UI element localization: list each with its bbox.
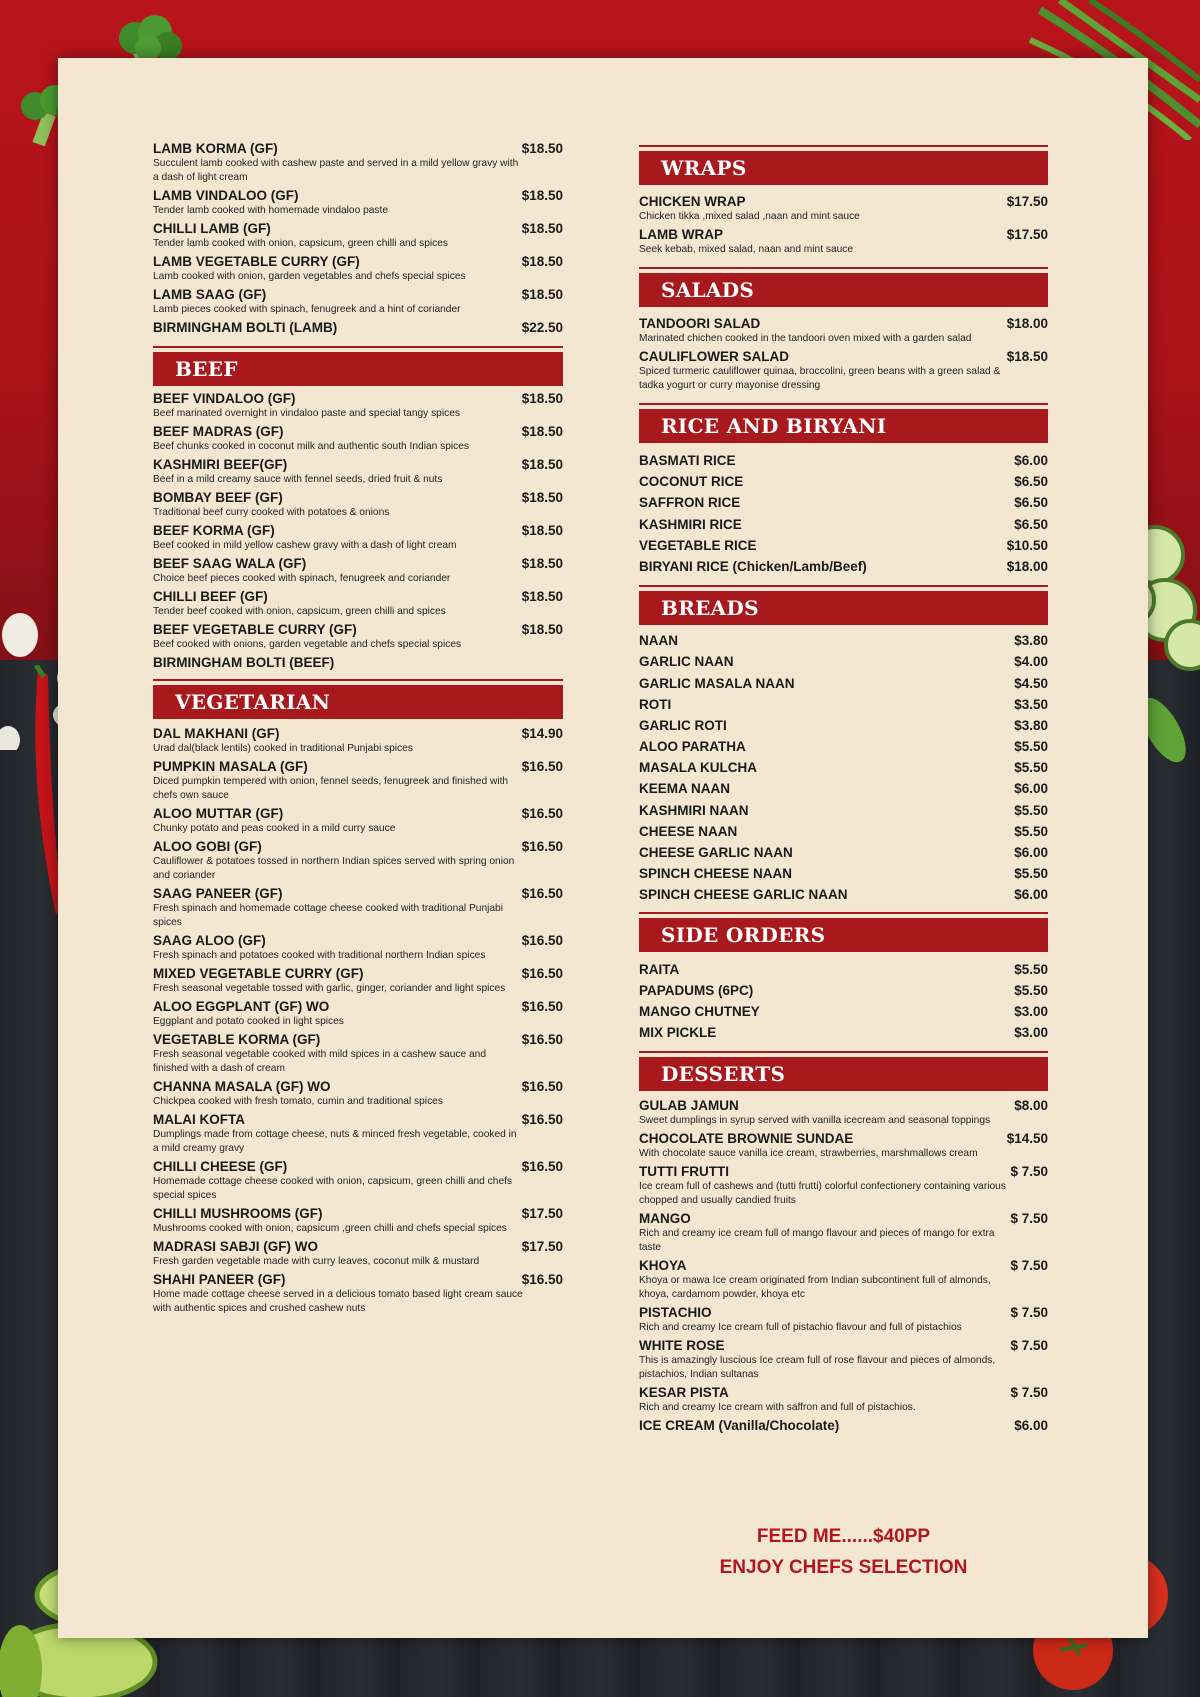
item-description: Tender lamb cooked with homemade vindaloo paste [153,205,389,216]
section-vegetarian [153,679,563,719]
menu-item [153,140,563,185]
item-price: $18.50 [521,254,563,269]
menu-item [639,696,1048,717]
menu-item [153,758,563,803]
menu-item [639,675,1048,696]
item-name: MALAI KOFTA [153,1112,245,1127]
item-description: Lamb pieces cooked with spinach, fenugreek and a hint of coriander [153,304,461,315]
item-name: GARLIC ROTI [639,717,727,733]
section-title: SIDE ORDERS [639,918,1048,952]
item-name: BIRMINGHAM BOLTI (BEEF) [153,655,335,670]
item-price: $3.00 [1014,1003,1048,1019]
item-description: Tender beef cooked with onion, capsicum, green chilli and spices [153,606,446,617]
item-description: Eggplant and potato cooked in light spices [153,1016,344,1027]
menu-item [639,193,1048,224]
item-price: $10.50 [1006,537,1048,553]
menu-item [639,653,1048,674]
item-description: Beef chunks cooked in coconut milk and authentic south Indian spices [153,441,470,452]
item-name: CHANNA MASALA (GF) WO [153,1079,331,1094]
item-name: MANGO [639,1211,691,1227]
item-price: $5.50 [1014,823,1048,839]
item-price: $6.00 [1014,887,1048,903]
item-name: DAL MAKHANI (GF) [153,726,280,741]
item-name: ALOO PARATHA [639,739,746,755]
item-price: $3.80 [1014,633,1048,649]
item-description: This is amazingly luscious Ice cream full of rose flavour and pieces of almonds, pistachios, Indian sultanas [639,1355,996,1381]
section-rice [639,403,1048,443]
menu-item [153,998,563,1029]
vegetarian-list [153,725,563,1316]
item-price: $5.50 [1014,982,1048,998]
menu-item [639,348,1048,393]
item-name: CHILLI LAMB (GF) [153,221,271,236]
item-price: $16.50 [521,1079,563,1094]
beef-list [153,390,563,671]
item-price: $18.50 [1006,349,1048,364]
menu-item [153,725,563,756]
item-name: LAMB SAAG (GF) [153,287,267,302]
divider [639,403,1048,405]
section-breads [639,585,1048,625]
item-name: KASHMIRI RICE [639,516,742,532]
item-description: Homemade cottage cheese cooked with onion, capsicum, green chilli and chefs special spices [153,1176,513,1201]
item-description: Seek kebab, mixed salad, naan and mint sauce [639,244,854,255]
rice-list [639,452,1048,579]
menu-item [153,187,563,218]
menu-item [639,886,1048,907]
divider [639,1051,1048,1053]
item-description: Fresh spinach and homemade cottage cheese cooked with traditional Punjabi spices [153,903,503,928]
item-name: CHILLI CHEESE (GF) [153,1159,288,1174]
menu-item [153,654,563,671]
item-description: Sweet dumplings in syrup served with vanilla icecream and seasonal toppings [639,1115,991,1127]
item-name: KASHMIRI BEEF(GF) [153,457,288,472]
menu-item [153,522,563,553]
item-name: GARLIC MASALA NAAN [639,675,795,691]
item-name: SPINCH CHEESE GARLIC NAAN [639,887,848,903]
item-price: $ 7.50 [1010,1258,1048,1274]
menu-item [639,1097,1048,1128]
menu-item [153,1078,563,1109]
item-price: $14.50 [1006,1131,1048,1147]
item-name: MANGO CHUTNEY [639,1003,760,1019]
item-description: Beef cooked in mild yellow cashew gravy with a dash of light cream [153,540,457,551]
menu-item [639,1210,1048,1255]
item-description: Chickpea cooked with fresh tomato, cumin and traditional spices [153,1096,443,1107]
item-name: LAMB KORMA (GF) [153,141,278,156]
menu-item [153,885,563,930]
item-price: $6.50 [1014,516,1048,532]
item-name: COCONUT RICE [639,474,744,490]
breads-list [639,632,1048,907]
item-price: $18.50 [521,287,563,302]
divider [639,912,1048,914]
menu-item [639,982,1048,1003]
item-name: BIRMINGHAM BOLTI (LAMB) [153,320,338,335]
item-name: PAPADUMS (6PC) [639,982,754,998]
menu-item [153,319,563,336]
item-name: CHILLI MUSHROOMS (GF) [153,1206,323,1221]
item-description: Fresh spinach and potatoes cooked with traditional northern Indian spices [153,950,486,961]
item-description: Beef marinated overnight in vindaloo paste and special tangy spices [153,408,460,419]
item-price: $3.50 [1014,696,1048,712]
divider [639,585,1048,587]
item-name: PISTACHIO [639,1305,712,1321]
divider [153,679,563,681]
menu-item [153,489,563,520]
item-name: MIXED VEGETABLE CURRY (GF) [153,966,364,981]
item-price: $16.50 [521,806,563,821]
item-price: $16.50 [521,1159,563,1174]
menu-item [153,253,563,284]
item-price: $18.50 [521,424,563,439]
item-description: Rich and creamy Ice cream with saffron and full of pistachios. [639,1402,916,1414]
item-name: BIRYANI RICE (Chicken/Lamb/Beef) [639,558,867,574]
divider [153,346,563,348]
item-name: LAMB VINDALOO (GF) [153,188,299,203]
menu-item [639,226,1048,257]
item-price: $18.50 [521,622,563,637]
menu-item [639,452,1048,473]
menu-item [153,965,563,996]
item-description: With chocolate sauce vanilla ice cream, strawberries, marshmallows cream [639,1148,978,1160]
item-price: $16.50 [521,759,563,774]
chilli-icon [18,665,63,925]
item-name: NAAN [639,633,678,649]
menu-item [153,456,563,487]
menu-item [639,961,1048,982]
chefs-selection-note: ENJOY CHEFS SELECTION [719,1557,968,1578]
item-price: $18.50 [521,457,563,472]
sides-list [639,961,1048,1046]
item-name: TUTTI FRUTTI [639,1164,729,1180]
item-price: $4.50 [1014,675,1048,691]
item-price: $6.00 [1014,781,1048,797]
item-name: BEEF VINDALOO (GF) [153,391,296,406]
item-name: BASMATI RICE [639,453,736,468]
item-name: KEEMA NAAN [639,781,730,797]
item-price: $18.00 [1006,316,1048,331]
menu-item [639,865,1048,886]
item-price: $18.50 [521,188,563,203]
item-price: $5.50 [1014,866,1048,882]
section-beef [153,346,563,386]
menu-item [153,1031,563,1076]
item-description: Chunky potato and peas cooked in a mild curry sauce [153,823,396,834]
section-title: DESSERTS [639,1057,1048,1091]
item-price: $18.50 [521,523,563,538]
item-name: KESAR PISTA [639,1385,729,1401]
item-price: $16.50 [521,933,563,948]
item-price: $6.00 [1014,453,1048,468]
item-description: Fresh seasonal vegetable tossed with garlic, ginger, coriander and light spices [153,983,506,994]
item-description: Cauliflower & potatoes tossed in northern Indian spices served with spring onion and coriander [153,856,515,881]
item-name: BEEF VEGETABLE CURRY (GF) [153,622,357,637]
item-description: Mushrooms cooked with onion, capsicum ,green chilli and chefs special spices [153,1223,507,1234]
item-description: Tender lamb cooked with onion, capsicum, green chilli and spices [153,238,449,249]
item-price: $18.50 [521,490,563,505]
section-title: WRAPS [639,151,1048,185]
section-title: VEGETARIAN [153,685,563,719]
item-price: $5.50 [1014,760,1048,776]
item-name: MADRASI SABJI (GF) WO [153,1239,318,1254]
menu-item [639,1384,1048,1415]
menu-item [639,516,1048,537]
menu-item [639,1024,1048,1045]
section-salads [639,267,1048,307]
menu-item [153,1111,563,1156]
item-name: ALOO EGGPLANT (GF) WO [153,999,330,1014]
item-price: $17.50 [521,1206,563,1221]
item-name: SAFFRON RICE [639,495,741,511]
item-price: $6.50 [1014,495,1048,511]
item-price: $8.00 [1014,1098,1048,1114]
item-price: $ 7.50 [1010,1338,1048,1354]
item-name: MIX PICKLE [639,1025,717,1041]
item-price: $ 7.50 [1010,1164,1048,1180]
item-description: Marinated chichen cooked in the tandoori oven mixed with a garden salad [639,333,972,344]
item-name: BEEF KORMA (GF) [153,523,275,538]
menu-item [153,838,563,883]
item-name: ALOO GOBI (GF) [153,839,262,854]
menu-item [153,423,563,454]
item-name: VEGETABLE KORMA (GF) [153,1032,321,1047]
menu-item [639,1337,1048,1382]
menu-item [639,1003,1048,1024]
item-price: $18.50 [521,221,563,236]
item-name: CHEESE GARLIC NAAN [639,845,793,860]
item-description: Choice beef pieces cooked with spinach, fenugreek and coriander [153,573,451,584]
menu-item [639,823,1048,844]
right-column [639,145,1048,1434]
item-name: CHILLI BEEF (GF) [153,589,268,604]
item-price: $16.50 [521,966,563,981]
item-name: TANDOORI SALAD [639,316,761,331]
item-price: $ 7.50 [1010,1385,1048,1401]
item-price: $18.00 [1006,558,1048,574]
item-name: WHITE ROSE [639,1338,725,1354]
section-title: BREADS [639,591,1048,625]
item-name: KASHMIRI NAAN [639,802,749,818]
menu-item [153,621,563,652]
item-description: Spiced turmeric cauliflower quinaa, broccolini, green beans with a green salad & tadka yogurt or curry mayonise dressing [639,366,1001,391]
item-name: CHEESE NAAN [639,823,738,839]
menu-item [639,558,1048,579]
item-name: MASALA KULCHA [639,760,757,776]
section-sides [639,912,1048,952]
menu-item [639,717,1048,738]
item-description: Rich and creamy ice cream full of mango flavour and pieces of mango for extra taste [639,1228,995,1254]
item-price: $5.50 [1014,961,1048,977]
item-name: PUMPKIN MASALA (GF) [153,759,308,774]
item-name: SAAG ALOO (GF) [153,933,266,948]
item-description: Chicken tikka ,mixed salad ,naan and mint sauce [639,211,860,222]
menu-item [153,1205,563,1236]
item-price: $3.00 [1014,1025,1048,1041]
item-name: KHOYA [639,1258,687,1274]
menu-item [639,1257,1048,1302]
feed-me-offer: FEED ME......$40PP [756,1526,931,1547]
item-description: Dumplings made from cottage cheese, nuts & minced fresh vegetable, cooked in a mild creamy gravy [153,1129,517,1154]
item-name: VEGETABLE RICE [639,537,757,553]
section-desserts [639,1051,1048,1091]
divider [639,145,1048,147]
menu-item [639,844,1048,865]
item-price: $18.50 [521,141,563,156]
section-title: RICE AND BIRYANI [639,409,1048,443]
left-column [153,138,563,1316]
menu-item [153,220,563,251]
item-price: $6.00 [1014,845,1048,860]
item-price: $4.00 [1014,654,1048,670]
item-price: $16.50 [521,886,563,901]
item-description: Diced pumpkin tempered with onion, fennel seeds, fenugreek and finished with chefs own sauce [153,776,509,801]
item-description: Lamb cooked with onion, garden vegetables and chefs special spices [153,271,466,282]
item-name: CHOCOLATE BROWNIE SUNDAE [639,1131,854,1147]
item-name: ALOO MUTTAR (GF) [153,806,284,821]
menu-item [153,805,563,836]
item-price: $16.50 [521,839,563,854]
item-name: BOMBAY BEEF (GF) [153,490,283,505]
menu-item [153,1158,563,1203]
item-price: $16.50 [521,1032,563,1047]
item-price: $16.50 [521,1272,563,1287]
item-price: $17.50 [1006,227,1048,242]
menu-item [639,1304,1048,1335]
item-name: LAMB VEGETABLE CURRY (GF) [153,254,360,269]
item-price: $17.50 [521,1239,563,1254]
item-description: Beef in a mild creamy sauce with fennel seeds, dried fruit & nuts [153,474,443,485]
menu-item [639,1163,1048,1208]
item-description: Urad dal(black lentils) cooked in traditional Punjabi spices [153,743,413,754]
item-price: $ 7.50 [1010,1211,1048,1227]
item-description: Rich and creamy Ice cream full of pistachio flavour and full of pistachios [639,1322,962,1334]
menu-item [639,494,1048,515]
menu-item [153,1271,563,1316]
item-name: SAAG PANEER (GF) [153,886,283,901]
item-name: BEEF SAAG WALA (GF) [153,556,307,571]
lamb-list [153,140,563,336]
menu-item [639,759,1048,780]
item-name: CAULIFLOWER SALAD [639,349,789,364]
item-name: ICE CREAM (Vanilla/Chocolate) [639,1418,840,1434]
item-name: SHAHI PANEER (GF) [153,1272,286,1287]
menu-item [639,738,1048,759]
item-description: Fresh seasonal vegetable cooked with mild spices in a cashew sauce and finished with a dash of cream [153,1049,486,1074]
menu-item [153,1238,563,1269]
menu-item [639,802,1048,823]
menu-item [153,932,563,963]
section-title: BEEF [153,352,563,386]
item-price: $17.50 [1006,194,1048,209]
item-price: $6.50 [1014,474,1048,490]
item-price: $14.90 [521,726,563,741]
item-price: $18.50 [521,589,563,604]
item-description: Khoya or mawa Ice cream originated from Indian subcontinent full of almonds, khoya, cardamom powder, khoya etc [639,1275,991,1301]
section-wraps [639,145,1048,185]
menu-item [153,390,563,421]
item-name: GARLIC NAAN [639,654,734,670]
item-price: $22.50 [521,320,563,335]
item-description: Fresh garden vegetable made with curry leaves, coconut milk & mustard [153,1256,480,1267]
item-name: CHICKEN WRAP [639,194,746,209]
item-price: $5.50 [1014,802,1048,818]
menu-item [639,315,1048,346]
item-name: GULAB JAMUN [639,1098,739,1114]
menu-item [153,588,563,619]
item-description: Ice cream full of cashews and (tutti frutti) colorful confectionery containing various chopped and usually candied fruits [639,1181,1006,1207]
item-price: $16.50 [521,1112,563,1127]
item-name: LAMB WRAP [639,227,723,242]
menu-item [153,555,563,586]
menu-item [639,780,1048,801]
item-description: Traditional beef curry cooked with potatoes & onions [153,507,390,518]
item-description: Succulent lamb cooked with cashew paste and served in a mild yellow gravy with a dash of light cream [153,158,519,183]
item-name: BEEF MADRAS (GF) [153,424,284,439]
item-name: RAITA [639,961,680,977]
wraps-list [639,193,1048,257]
item-price: $18.50 [521,391,563,406]
item-price: $16.50 [521,999,563,1014]
item-description: Beef cooked with onions, garden vegetable and chefs special spices [153,639,462,650]
menu-item [639,537,1048,558]
item-name: ROTI [639,696,672,712]
menu-item [639,632,1048,653]
item-price: $5.50 [1014,739,1048,755]
item-name: SPINCH CHEESE NAAN [639,866,793,882]
menu-item [153,286,563,317]
item-description: Home made cottage cheese served in a delicious tomato based light cream sauce with authentic spices and crushed cashew nuts [153,1289,523,1314]
salads-list [639,315,1048,393]
divider [639,267,1048,269]
desserts-list [639,1097,1048,1434]
section-title: SALADS [639,273,1048,307]
item-price: $3.80 [1014,717,1048,733]
item-price: $6.00 [1014,1418,1048,1434]
item-price: $18.50 [521,556,563,571]
menu-item [639,1130,1048,1161]
menu-item [639,1417,1048,1434]
menu-item [639,473,1048,494]
item-price: $ 7.50 [1010,1305,1048,1321]
